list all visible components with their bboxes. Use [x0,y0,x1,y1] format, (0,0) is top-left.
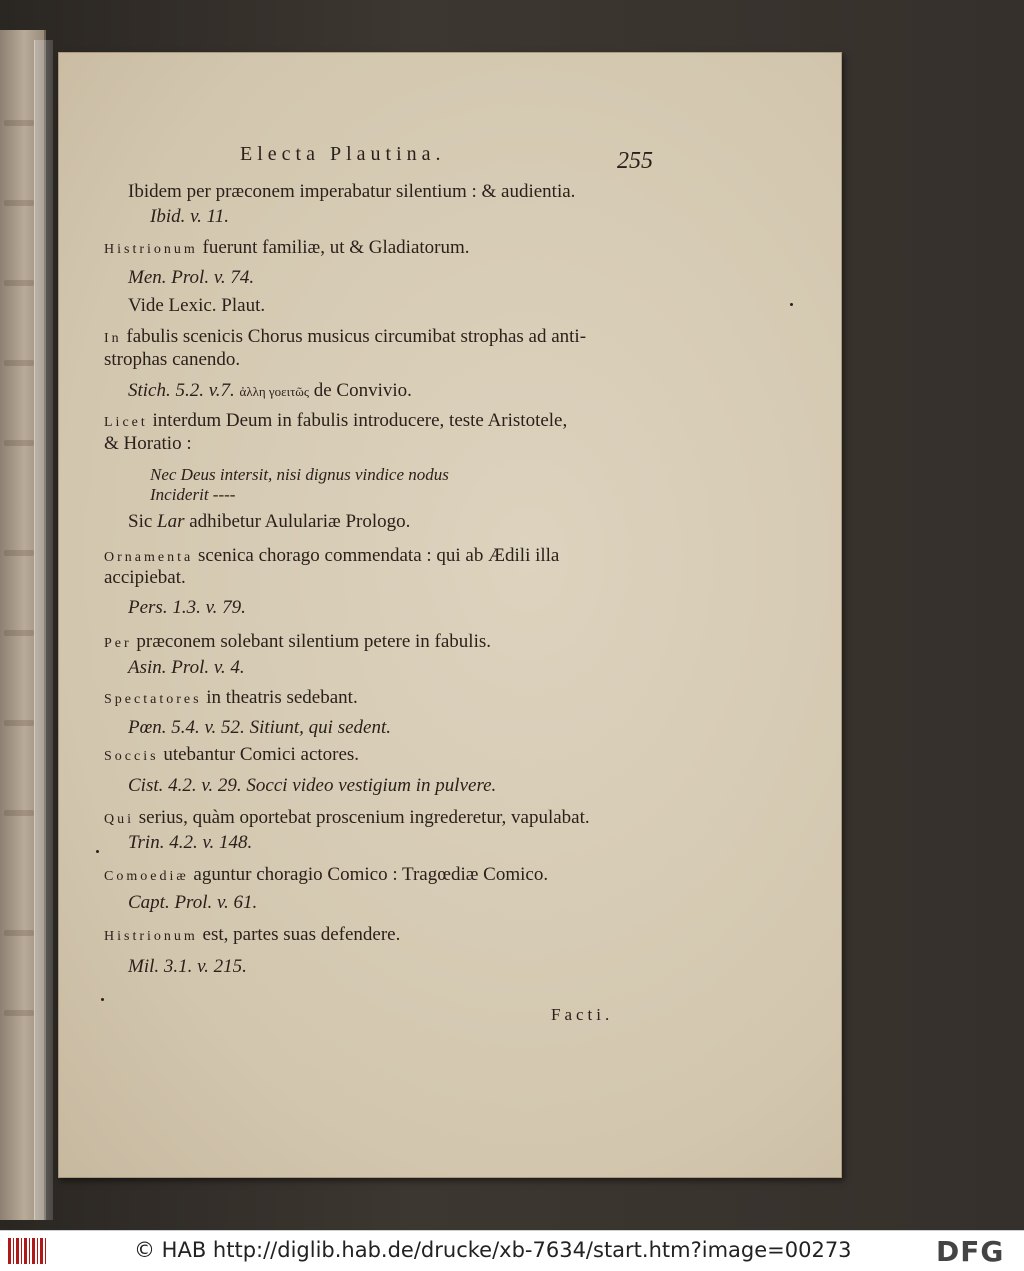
plastic-strip [34,40,53,1220]
entry-line: Comoediæ aguntur choragio Comico : Tragœdiæ Comico. [104,864,549,885]
citation-line: Ibid. v. 11. [150,206,229,227]
text-line: Sic Lar adhibetur Aululariæ Prologo. [128,511,411,532]
citation-line: Cist. 4.2. v. 29. Socci video vestigium in pulvere. [128,775,497,796]
entry-line: Spectatores in theatris sedebant. [104,687,358,708]
citation-line: Asin. Prol. v. 4. [128,657,245,678]
running-title: Electa Plautina. [240,143,446,165]
catchword: Facti. [551,1005,614,1024]
text-line: & Horatio : [104,433,192,454]
citation-line: Mil. 3.1. v. 215. [128,956,247,977]
entry-line: Histrionum est, partes suas defendere. [104,924,401,945]
citation-line: Capt. Prol. v. 61. [128,892,258,913]
text-line: accipiebat. [104,567,186,588]
text-line: strophas canendo. [104,349,241,370]
text-line: Vide Lexic. Plaut. [128,295,266,316]
dfg-logo: DFG [936,1235,1005,1268]
ink-speck [101,998,104,1001]
entry-line: Ornamenta scenica chorago commendata : qui ab Ædili illa [104,545,560,566]
entry-line: Histrionum fuerunt familiæ, ut & Gladiatorum. [104,237,470,258]
verse-quote: Inciderit ---- [150,485,236,504]
citation-line: Stich. 5.2. v.7. ἀλλη γοειτῶς de Convivio. [128,380,412,401]
page-number: 255 [617,148,653,174]
copyright-link[interactable]: © HAB http://diglib.hab.de/drucke/xb-7634/start.htm?image=00273 [134,1238,852,1262]
citation-line: Pers. 1.3. v. 79. [128,597,246,618]
barcode-icon [8,1238,48,1264]
entry-line: Per præconem solebant silentium petere in fabulis. [104,631,492,652]
entry-line: Soccis utebantur Comici actores. [104,744,360,765]
text-line: Ibidem per præconem imperabatur silentium : & audientia. [128,181,576,202]
ink-speck [790,303,793,306]
verse-quote: Nec Deus intersit, nisi dignus vindice nodus [150,465,449,484]
citation-line: Trin. 4.2. v. 148. [128,832,253,853]
entry-line: Qui serius, quàm oportebat proscenium ingrederetur, vapulabat. [104,807,590,828]
ink-speck [96,850,99,853]
footer-bar [0,1230,1024,1271]
citation-line: Men. Prol. v. 74. [128,267,255,288]
entry-line: Licet interdum Deum in fabulis introducere, teste Aristotele, [104,410,568,431]
citation-line: Pœn. 5.4. v. 52. Sitiunt, qui sedent. [128,717,391,738]
entry-line: In fabulis scenicis Chorus musicus circumibat strophas ad anti- [104,326,587,347]
